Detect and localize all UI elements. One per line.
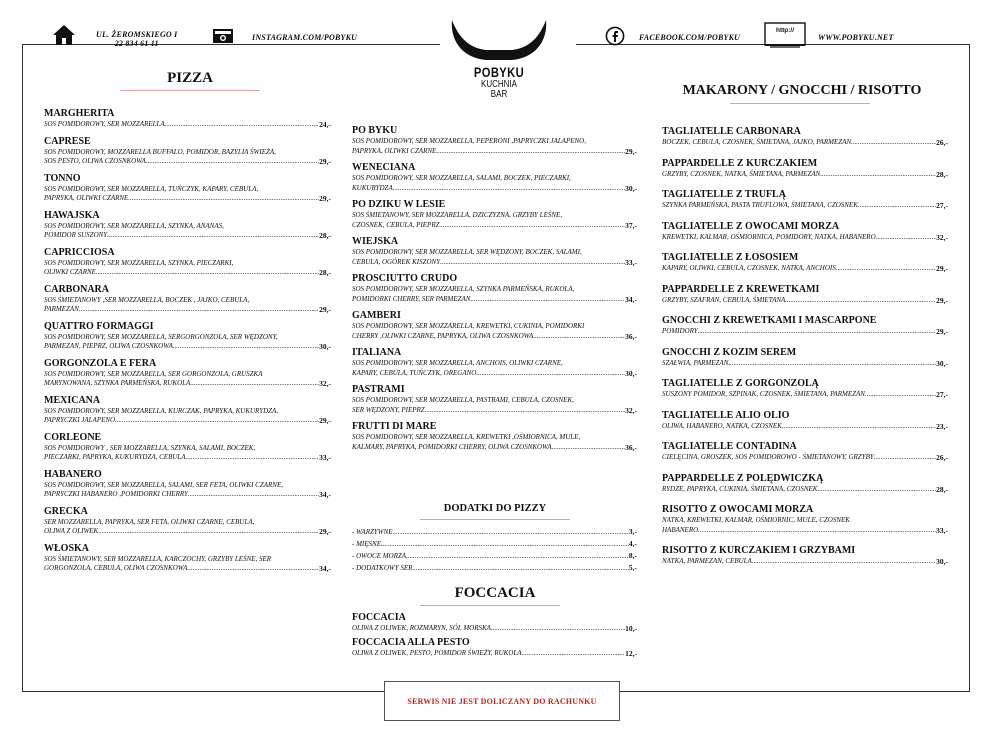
dot-leader <box>190 379 319 389</box>
menu-item-name: RISOTTO Z OWOCAMI MORZA <box>662 504 814 515</box>
menu-item <box>352 384 637 415</box>
menu-item-price-line <box>44 416 331 426</box>
menu-item-description-end: CHERRY ,OLIWKI CZARNE, PAPRYKA, OLIWA CZOSNKOWA <box>352 331 534 340</box>
menu-item-description-end: HABANERO <box>662 525 699 534</box>
menu-item <box>44 284 331 315</box>
website-link[interactable]: WWW.POBYKU.NET <box>818 33 894 42</box>
logo-line1: KUCHNIA <box>480 79 517 90</box>
extra-item <box>352 550 637 562</box>
menu-item-description-end: KAPARY, CEBULA, TUŃCZYK, OREGANO <box>352 368 477 377</box>
menu-item <box>352 637 637 659</box>
dot-leader <box>393 184 625 194</box>
menu-item-description-end: MARYNOWANA, SZYNKA PARMEŃSKA, RUKOLA <box>44 379 191 387</box>
logo-line2: BAR <box>490 89 508 100</box>
menu-item-price: 34,- <box>319 490 331 499</box>
menu-item <box>352 199 637 230</box>
extra-item <box>352 538 637 550</box>
menu-item-price-line <box>662 138 948 148</box>
menu-item-price-line <box>662 526 948 536</box>
menu-item <box>662 189 948 211</box>
menu-item-description: SOS POMIDOROWY, SER MOZZARELLA, SALAMI, SER FETA, OLIWKI CZARNE, <box>44 480 283 489</box>
menu-item-name: TAGLIATELLE Z ŁOSOSIEM <box>662 252 799 263</box>
menu-item-description: SOS POMIDOROWY, SER MOZZARELLA, KREWETKI ,OŚMIORNICA, MULE, <box>352 433 581 441</box>
menu-item-description: SOS POMIDOROWY, SER MOZZARELLA, ANCHOIS, OLIWKI CZARNE, <box>352 359 563 367</box>
dot-leader <box>470 295 625 305</box>
menu-item-name: FOCCACIA ALLA PESTO <box>352 636 470 648</box>
menu-item-price: 26,- <box>936 453 948 462</box>
menu-item <box>662 347 948 369</box>
menu-item-description-end: NATKA, PARMEZAN, CEBULA <box>662 557 752 565</box>
menu-item <box>662 545 948 567</box>
menu-item <box>44 247 331 278</box>
menu-item-price: 30,- <box>319 342 331 351</box>
menu-item-description: SOS POMIDOROWY, SER MOZZARELLA, KURCZAK, PAPRYKA, KUKURYDZA, <box>44 406 279 415</box>
menu-item-description: SER MOZZARELLA, PAPRYKA, SER FETA, OLIWKI CZARNE, CEBULA, <box>44 517 255 526</box>
menu-item-price: 28,- <box>936 169 948 179</box>
menu-item-description-end: PARMEZAN, PIEPRZ, OLIWA CZOSNKOWA <box>44 342 173 350</box>
pizza-section-title: PIZZA <box>167 70 213 86</box>
menu-item-price-line <box>662 390 948 400</box>
pizza-list-middle <box>352 125 637 458</box>
dot-leader <box>785 296 936 306</box>
menu-item-price: 29,- <box>319 305 331 314</box>
menu-item-description: SOS ŚMIETANOWY, SER MOZZARELLA, KARCZOCHY, GRZYBY LEŚNE, SER <box>44 554 272 563</box>
menu-item-price: 24,- <box>319 120 331 129</box>
service-note-box <box>384 681 620 721</box>
menu-item-price: 30,- <box>625 368 637 378</box>
menu-item <box>662 252 948 274</box>
menu-item-description-end: CZOSNEK, CEBULA, PIEPRZ <box>352 220 440 229</box>
menu-item-price: 28,- <box>936 484 948 494</box>
menu-item-name: PROSCIUTTO CRUDO <box>352 273 458 284</box>
extra-item-price: 3,- <box>628 527 637 536</box>
dot-leader <box>406 550 629 562</box>
menu-item-price: 33,- <box>936 525 948 535</box>
menu-item-description-end: PIECZARKI, PAPRYKA, KUKURYDZA, CEBULA <box>44 453 186 461</box>
menu-item-name: RISOTTO Z KURCZAKIEM I GRZYBAMI <box>662 545 856 556</box>
menu-item-price-line <box>352 649 637 659</box>
menu-item-price: 29,- <box>625 146 637 156</box>
menu-item-name: MEXICANA <box>44 394 101 406</box>
menu-item <box>44 108 331 130</box>
menu-item-price-line <box>352 369 637 379</box>
menu-item-price-line <box>352 295 637 305</box>
menu-item-description: SOS POMIDOROWY, SER MOZZARELLA, SERGORGONZOLA, SER WĘDZONY, <box>44 332 278 341</box>
dot-leader <box>425 406 625 416</box>
menu-item <box>662 504 948 535</box>
menu-item-price-line <box>662 264 948 274</box>
dot-leader <box>187 564 319 574</box>
menu-item-description-end: GORGONZOLA, CEBULA, OLIWA CZOSNKOWA <box>44 564 188 572</box>
dot-leader <box>98 527 319 537</box>
menu-item-description: SOS POMIDOROWY, SER MOZZARELLA, SER GORGONZOLA, GRUSZKA <box>44 369 263 378</box>
menu-item-price-line <box>352 332 637 342</box>
menu-item <box>662 284 948 306</box>
menu-item-price: 27,- <box>936 201 948 210</box>
menu-item-price: 32,- <box>319 379 331 388</box>
menu-item-price-line <box>662 453 948 463</box>
menu-item-name: PAPPARDELLE Z KREWETKAMI <box>662 283 820 295</box>
dot-leader <box>440 258 625 268</box>
menu-item-price-line <box>352 221 637 231</box>
menu-item-price-line <box>44 157 331 167</box>
menu-item-price: 34,- <box>319 564 331 573</box>
menu-item <box>44 173 331 204</box>
menu-item-name: HABANERO <box>44 468 102 480</box>
menu-item-name: FRUTTI DI MARE <box>352 421 437 432</box>
menu-item-description: SOS POMIDOROWY, SER MOZZARELLA, PASTRAMI, CEBULA, CZOSNEK, <box>352 396 574 404</box>
menu-item-price-line <box>352 258 637 268</box>
menu-item <box>44 432 331 463</box>
menu-item <box>662 158 948 180</box>
menu-item-price: 30,- <box>936 358 948 368</box>
pasta-section-title: MAKARONY / GNOCCHI / RISOTTO <box>682 83 922 98</box>
extra-item-price: 4,- <box>628 539 637 548</box>
menu-item-description: SOS POMIDOROWY, SER MOZZARELLA, SZYNKA PARMEŃSKA, RUKOLA, <box>352 285 575 293</box>
menu-item-price: 32,- <box>625 405 637 415</box>
dot-leader <box>858 201 936 211</box>
menu-item-description-end: PAPRYCZKI HABANERO ,POMIDORKI CHERRY <box>44 490 188 498</box>
menu-item-price: 33,- <box>319 453 331 462</box>
dot-leader <box>874 453 936 463</box>
menu-item-description-end: POMIDORY <box>662 327 698 335</box>
dot-leader <box>115 416 319 426</box>
menu-item-price-line <box>44 194 331 204</box>
menu-item-description: SOS POMIDOROWY, SER MOZZARELLA, SZYNKA, PIECZARKI, <box>44 258 234 267</box>
menu-item-name: TAGLIATELLE Z TRUFLĄ <box>662 189 786 200</box>
extra-item-name: - DODATKOWY SER <box>352 564 413 572</box>
browser-window-icon <box>764 22 806 48</box>
menu-item-price: 29,- <box>319 527 331 536</box>
menu-item-description: NATKA, KREWETKI, KALMAR, OŚMIORNIC, MULE, CZOSNEK <box>662 516 850 524</box>
dot-leader <box>533 332 625 342</box>
menu-item-description: SOS POMIDOROWY, SER MOZZARELLA, SALAMI, BOCZEK, PIECZARKI, <box>352 174 571 182</box>
menu-item-name: CARBONARA <box>44 283 109 295</box>
menu-item <box>44 543 331 574</box>
dot-leader <box>782 422 936 432</box>
dot-leader <box>440 221 626 231</box>
menu-item-description: SOS POMIDOROWY, MOZZARELLA BUFFALO, POMIDOR, BAZYLIA ŚWIEŻA, <box>44 147 276 156</box>
extras-section-title: DODATKI DO PIZZY <box>443 503 547 514</box>
menu-item-price-line <box>662 327 948 337</box>
menu-item-price-line <box>352 184 637 194</box>
menu-item-name: TAGLIATELLE ALIO OLIO <box>662 409 790 421</box>
menu-item-price-line <box>352 147 637 157</box>
menu-item-price-line <box>662 422 948 432</box>
menu-item-description-end: SOS PESTO, OLIWA CZOSNKOWA <box>44 157 146 165</box>
menu-item-price-line <box>662 296 948 306</box>
menu-item-name: TAGLIATELLE CONTADINA <box>662 441 797 452</box>
menu-item-description: SOS POMIDOROWY, SER MOZZARELLA, TUŃCZYK, KAPARY, CEBULA, <box>44 184 259 193</box>
menu-item <box>352 612 637 634</box>
menu-item-price: 30,- <box>625 183 637 193</box>
menu-item-price: 36,- <box>625 442 637 452</box>
menu-item-price: 37,- <box>625 220 637 230</box>
menu-item-price-line <box>662 170 948 180</box>
dot-leader <box>165 120 319 130</box>
dot-leader <box>107 231 319 241</box>
dot-leader <box>820 170 936 180</box>
menu-item-price: 12,- <box>625 648 637 658</box>
dot-leader <box>476 369 625 379</box>
menu-item <box>662 378 948 400</box>
dot-leader <box>698 526 936 536</box>
menu-item <box>352 347 637 378</box>
browser-label: http:// <box>775 27 795 34</box>
menu-item <box>662 473 948 495</box>
dot-leader <box>876 233 937 243</box>
service-note: SERWIS NIE JEST DOLICZANY DO RACHUNKU <box>407 696 597 706</box>
dot-leader <box>128 194 319 204</box>
menu-item-name: GNOCCHI Z KREWETKAMI I MASCARPONE <box>662 315 877 326</box>
menu-item-name: CAPRESE <box>44 135 91 147</box>
dot-leader <box>817 485 936 495</box>
menu-item-price: 29,- <box>319 194 331 203</box>
dot-leader <box>851 138 936 148</box>
menu-item-description: SOS POMIDOROWY, SER MOZZARELLA, PEPERONI ,PAPRYCZKI JALAPENO, <box>352 137 586 145</box>
menu-item <box>352 125 637 156</box>
dot-leader <box>698 327 936 337</box>
menu-item-price: 23,- <box>936 421 948 431</box>
menu-item-name: PO DZIKU W LESIE <box>352 199 446 210</box>
menu-item-description-end: SZAŁWIA, PARMEZAN, <box>662 358 731 367</box>
menu-item-price: 29,- <box>319 157 331 166</box>
menu-item-description: SOS ŚMIETANOWY ,SER MOZZARELLA, BOCZEK , JAJKO, CEBULA, <box>44 295 250 304</box>
menu-item <box>44 395 331 426</box>
menu-item-name: WENECIANA <box>352 162 416 173</box>
menu-item-name: QUATTRO FORMAGGI <box>44 320 154 332</box>
dot-leader <box>146 157 319 167</box>
dot-leader <box>79 305 319 315</box>
menu-item <box>44 321 331 352</box>
menu-item-description: SOS POMIDOROWY , SER MOZZARELLA, SZYNKA, SALAMI, BOCZEK, <box>44 443 256 452</box>
menu-item-price: 10,- <box>625 624 637 633</box>
address: UL. ŻEROMSKIEGO I <box>96 30 178 39</box>
menu-item-description-end: PAPRYCZKI JALAPENO <box>44 416 116 424</box>
menu-item-price-line <box>662 359 948 369</box>
menu-item-description-end: OLIWA Z OLIWEK <box>44 527 99 535</box>
menu-item-name: PAPPARDELLE Z KURCZAKIEM <box>662 157 818 169</box>
address-block <box>96 30 177 48</box>
menu-item-price-line <box>44 268 331 278</box>
phone: 22 834 61 11 <box>114 39 159 48</box>
menu-item-name: CAPRICCIOSA <box>44 246 115 258</box>
menu-item <box>662 126 948 148</box>
menu-item-description-end: KAPARY, OLIWKI, CEBULA, CZOSNEK, NATKA, ANCHOIS <box>662 264 836 272</box>
menu-item-description-end: CIELĘCINA, GROSZEK, SOS POMIDOROWO - ŚMIETANOWY, GRZYBY <box>662 453 874 461</box>
menu-item-price-line <box>44 231 331 241</box>
menu-item-price: 26,- <box>936 138 948 147</box>
dot-leader <box>186 453 320 463</box>
menu-item-price: 33,- <box>625 257 637 267</box>
dot-leader <box>865 390 936 400</box>
menu-item-price: 29,- <box>936 327 948 336</box>
menu-item <box>662 221 948 243</box>
extra-item-name: - WARZYWNE <box>352 528 393 536</box>
menu-item-description-end: SZYNKA PARMEŃSKA, PASTA TRUFLOWA, ŚMIETANA, CZOSNEK <box>662 201 858 209</box>
focaccia-title-underline <box>420 605 560 606</box>
menu-item <box>44 506 331 537</box>
menu-item-price: 28,- <box>319 268 331 277</box>
menu-item-description-end: POMIDORKI CHERRY, SER PARMEZAN <box>352 294 471 303</box>
menu-item-price-line <box>352 406 637 416</box>
menu-item-description: SOS POMIDOROWY, SER MOZZARELLA, KREWETKI, CUKINIA, POMIDORKI <box>352 322 585 330</box>
menu-item-price-line <box>352 443 637 453</box>
menu-item-name: PAPPARDELLE Z POLĘDWICZKĄ <box>662 472 824 484</box>
dot-leader <box>96 268 319 278</box>
menu-item-description: SOS POMIDOROWY, SER MOZZARELLA, SZYNKA, ANANAS, <box>44 221 224 230</box>
dot-leader <box>188 490 319 500</box>
menu-item-description-end: SOS POMIDOROWY, SER MOZZARELLA <box>44 120 165 128</box>
menu-item-price-line <box>44 379 331 389</box>
dot-leader <box>552 443 625 453</box>
menu-item-description-end: OLIWA Z OLIWEK, ROZMARYN, SÓL MORSKA <box>352 624 491 632</box>
menu-item-price: 29,- <box>936 295 948 305</box>
logo-text <box>440 64 558 100</box>
dot-leader <box>393 526 629 538</box>
menu-item-name: TAGLIATELLE Z OWOCAMI MORZA <box>662 220 840 232</box>
menu-item <box>662 315 948 337</box>
menu-item <box>662 441 948 463</box>
menu-item-name: WIEJSKA <box>352 236 399 247</box>
menu-item-description-end: BOCZEK, CEBULA, CZOSNEK, ŚMIETANA, JAJKO, PARMEZAN <box>662 138 852 146</box>
menu-item-name: GNOCCHI Z KOZIM SEREM <box>662 346 797 358</box>
menu-item-description-end: OLIWA, HABANERO, NATKA, CZOSNEK <box>662 421 782 430</box>
menu-item <box>352 421 637 452</box>
menu-item-description-end: RYDZE, PAPRYKA, CUKINIA, ŚMIETANA, CZOSNEK <box>662 484 818 493</box>
menu-item-description-end: SER WĘDZONY, PIEPRZ <box>352 405 425 414</box>
menu-item-description-end: OLIWKI CZARNE <box>44 268 96 276</box>
menu-item-name: ITALIANA <box>352 347 402 358</box>
menu-item-name: TAGLIATELLE CARBONARA <box>662 126 801 137</box>
menu-item-price: 27,- <box>936 390 948 399</box>
menu-item-price-line <box>44 342 331 352</box>
pizza-list-left <box>44 108 331 580</box>
menu-item-name: TAGLIATELLE Z GORGONZOLĄ <box>662 378 819 389</box>
menu-item-price-line <box>662 557 948 567</box>
menu-item-description-end: PARMEZAN <box>44 305 79 313</box>
dot-leader <box>730 359 936 369</box>
menu-item-price: 36,- <box>625 331 637 341</box>
menu-item <box>44 469 331 500</box>
facebook-link[interactable]: FACEBOOK.COM/POBYKU <box>639 33 741 42</box>
menu-item-description-end: GRZYBY, CZOSNEK, NATKA, ŚMIETANA, PARMEZAN <box>662 169 821 178</box>
focaccia-list <box>352 612 637 661</box>
dot-leader <box>836 264 936 274</box>
menu-item-description-end: GRZYBY, SZAFRAN, CEBULA, ŚMIETANA <box>662 295 786 304</box>
menu-item <box>352 273 637 304</box>
menu-item-description-end: POMIDOR SUSZONY <box>44 231 108 239</box>
menu-item-description-end: CEBULA, OGÓREK KISZONY <box>352 257 441 266</box>
facebook-icon <box>605 26 625 46</box>
menu-item-price: 29,- <box>319 416 331 425</box>
menu-item-name: GAMBERI <box>352 310 401 321</box>
menu-item-description: SOS POMIDOROWY, SER MOZZARELLA, SER WĘDZONY, BOCZEK, SALAMI, <box>352 248 582 256</box>
pasta-title-underline <box>730 103 870 104</box>
instagram-link[interactable]: INSTAGRAM.COM/POBYKU <box>252 33 358 42</box>
menu-item-price-line <box>44 120 331 130</box>
pasta-list <box>662 126 948 577</box>
menu-item-price: 29,- <box>936 264 948 273</box>
menu-item-price-line <box>44 453 331 463</box>
extra-item <box>352 562 637 574</box>
menu-item-name: GORGONZOLA E FERA <box>44 357 157 369</box>
menu-item <box>44 210 331 241</box>
extra-item-name: - MIĘSNE <box>352 540 381 548</box>
menu-item-price: 34,- <box>625 294 637 304</box>
menu-item-price: 30,- <box>936 557 948 566</box>
dot-leader <box>381 538 629 550</box>
menu-item-name: TONNO <box>44 172 81 184</box>
menu-item-name: HAWAJSKA <box>44 209 100 221</box>
dot-leader <box>436 147 625 157</box>
home-icon <box>52 24 76 46</box>
menu-item-price-line <box>44 305 331 315</box>
menu-item-name: PASTRAMI <box>352 384 405 395</box>
menu-item-price-line <box>44 527 331 537</box>
menu-item-price-line <box>662 201 948 211</box>
menu-item-description-end: OLIWA Z OLIWEK, PESTO, POMIDOR ŚWIEŻY, RUKOLA <box>352 648 522 657</box>
menu-item-price-line <box>44 490 331 500</box>
extra-item-price: 8,- <box>628 551 637 560</box>
menu-item-name: CORLEONE <box>44 431 102 443</box>
menu-item <box>44 136 331 167</box>
menu-item-name: MARGHERITA <box>44 108 115 119</box>
menu-item-name: GRECKA <box>44 505 88 517</box>
extra-item <box>352 526 637 538</box>
menu-item-price-line <box>44 564 331 574</box>
menu-item-price: 32,- <box>936 232 948 242</box>
extras-list <box>352 526 637 574</box>
menu-item <box>352 236 637 267</box>
dot-leader <box>491 624 625 634</box>
menu-item <box>44 358 331 389</box>
menu-item-description-end: PAPRYKA, OLIWKI CZARNE <box>352 146 437 155</box>
dot-leader <box>522 649 626 659</box>
dot-leader <box>412 562 628 574</box>
focaccia-section-title: FOCCACIA <box>454 585 536 601</box>
pizza-title-underline <box>120 90 260 91</box>
menu-item-name: WŁOSKA <box>44 542 90 554</box>
dot-leader <box>752 557 936 567</box>
camera-icon <box>212 28 234 44</box>
menu-item-price: 28,- <box>319 231 331 240</box>
menu-item-price-line <box>662 233 948 243</box>
menu-item-description-end: SUSZONY POMIDOR, SZPINAK, CZOSNEK, ŚMIETANA, PARMEZAN <box>662 390 865 398</box>
dot-leader <box>173 342 319 352</box>
menu-item <box>662 410 948 432</box>
menu-item-description: SOS ŚMIETANOWY, SER MOZZARELLA, DZICZYZNA, GRZYBY LEŚNE, <box>352 211 563 219</box>
extras-title-underline <box>420 519 570 520</box>
menu-item-description-end: KREWETKI, KALMAR, OŚMIORNICA, POMIDORY, NATKA, HABANERO <box>662 232 876 241</box>
logo-name: POBYKU <box>473 64 525 80</box>
menu-item <box>352 310 637 341</box>
menu-item-description-end: KALMARY, PAPRYKA, POMIDORKI CHERRY, OLIWA CZOSNKOWA <box>352 442 552 451</box>
menu-item-description-end: KUKURYDZA <box>352 183 393 192</box>
extra-item-price: 5,- <box>628 563 637 572</box>
menu-item <box>352 162 637 193</box>
menu-item-name: PO BYKU <box>352 125 398 136</box>
menu-item-price-line <box>352 624 637 634</box>
menu-item-description-end: PAPRYKA, OLIWKI CZARNE <box>44 194 129 202</box>
extra-item-name: - OWOCE MORZA <box>352 552 407 560</box>
menu-item-price-line <box>662 485 948 495</box>
menu-item-name: FOCCACIA <box>352 612 406 623</box>
